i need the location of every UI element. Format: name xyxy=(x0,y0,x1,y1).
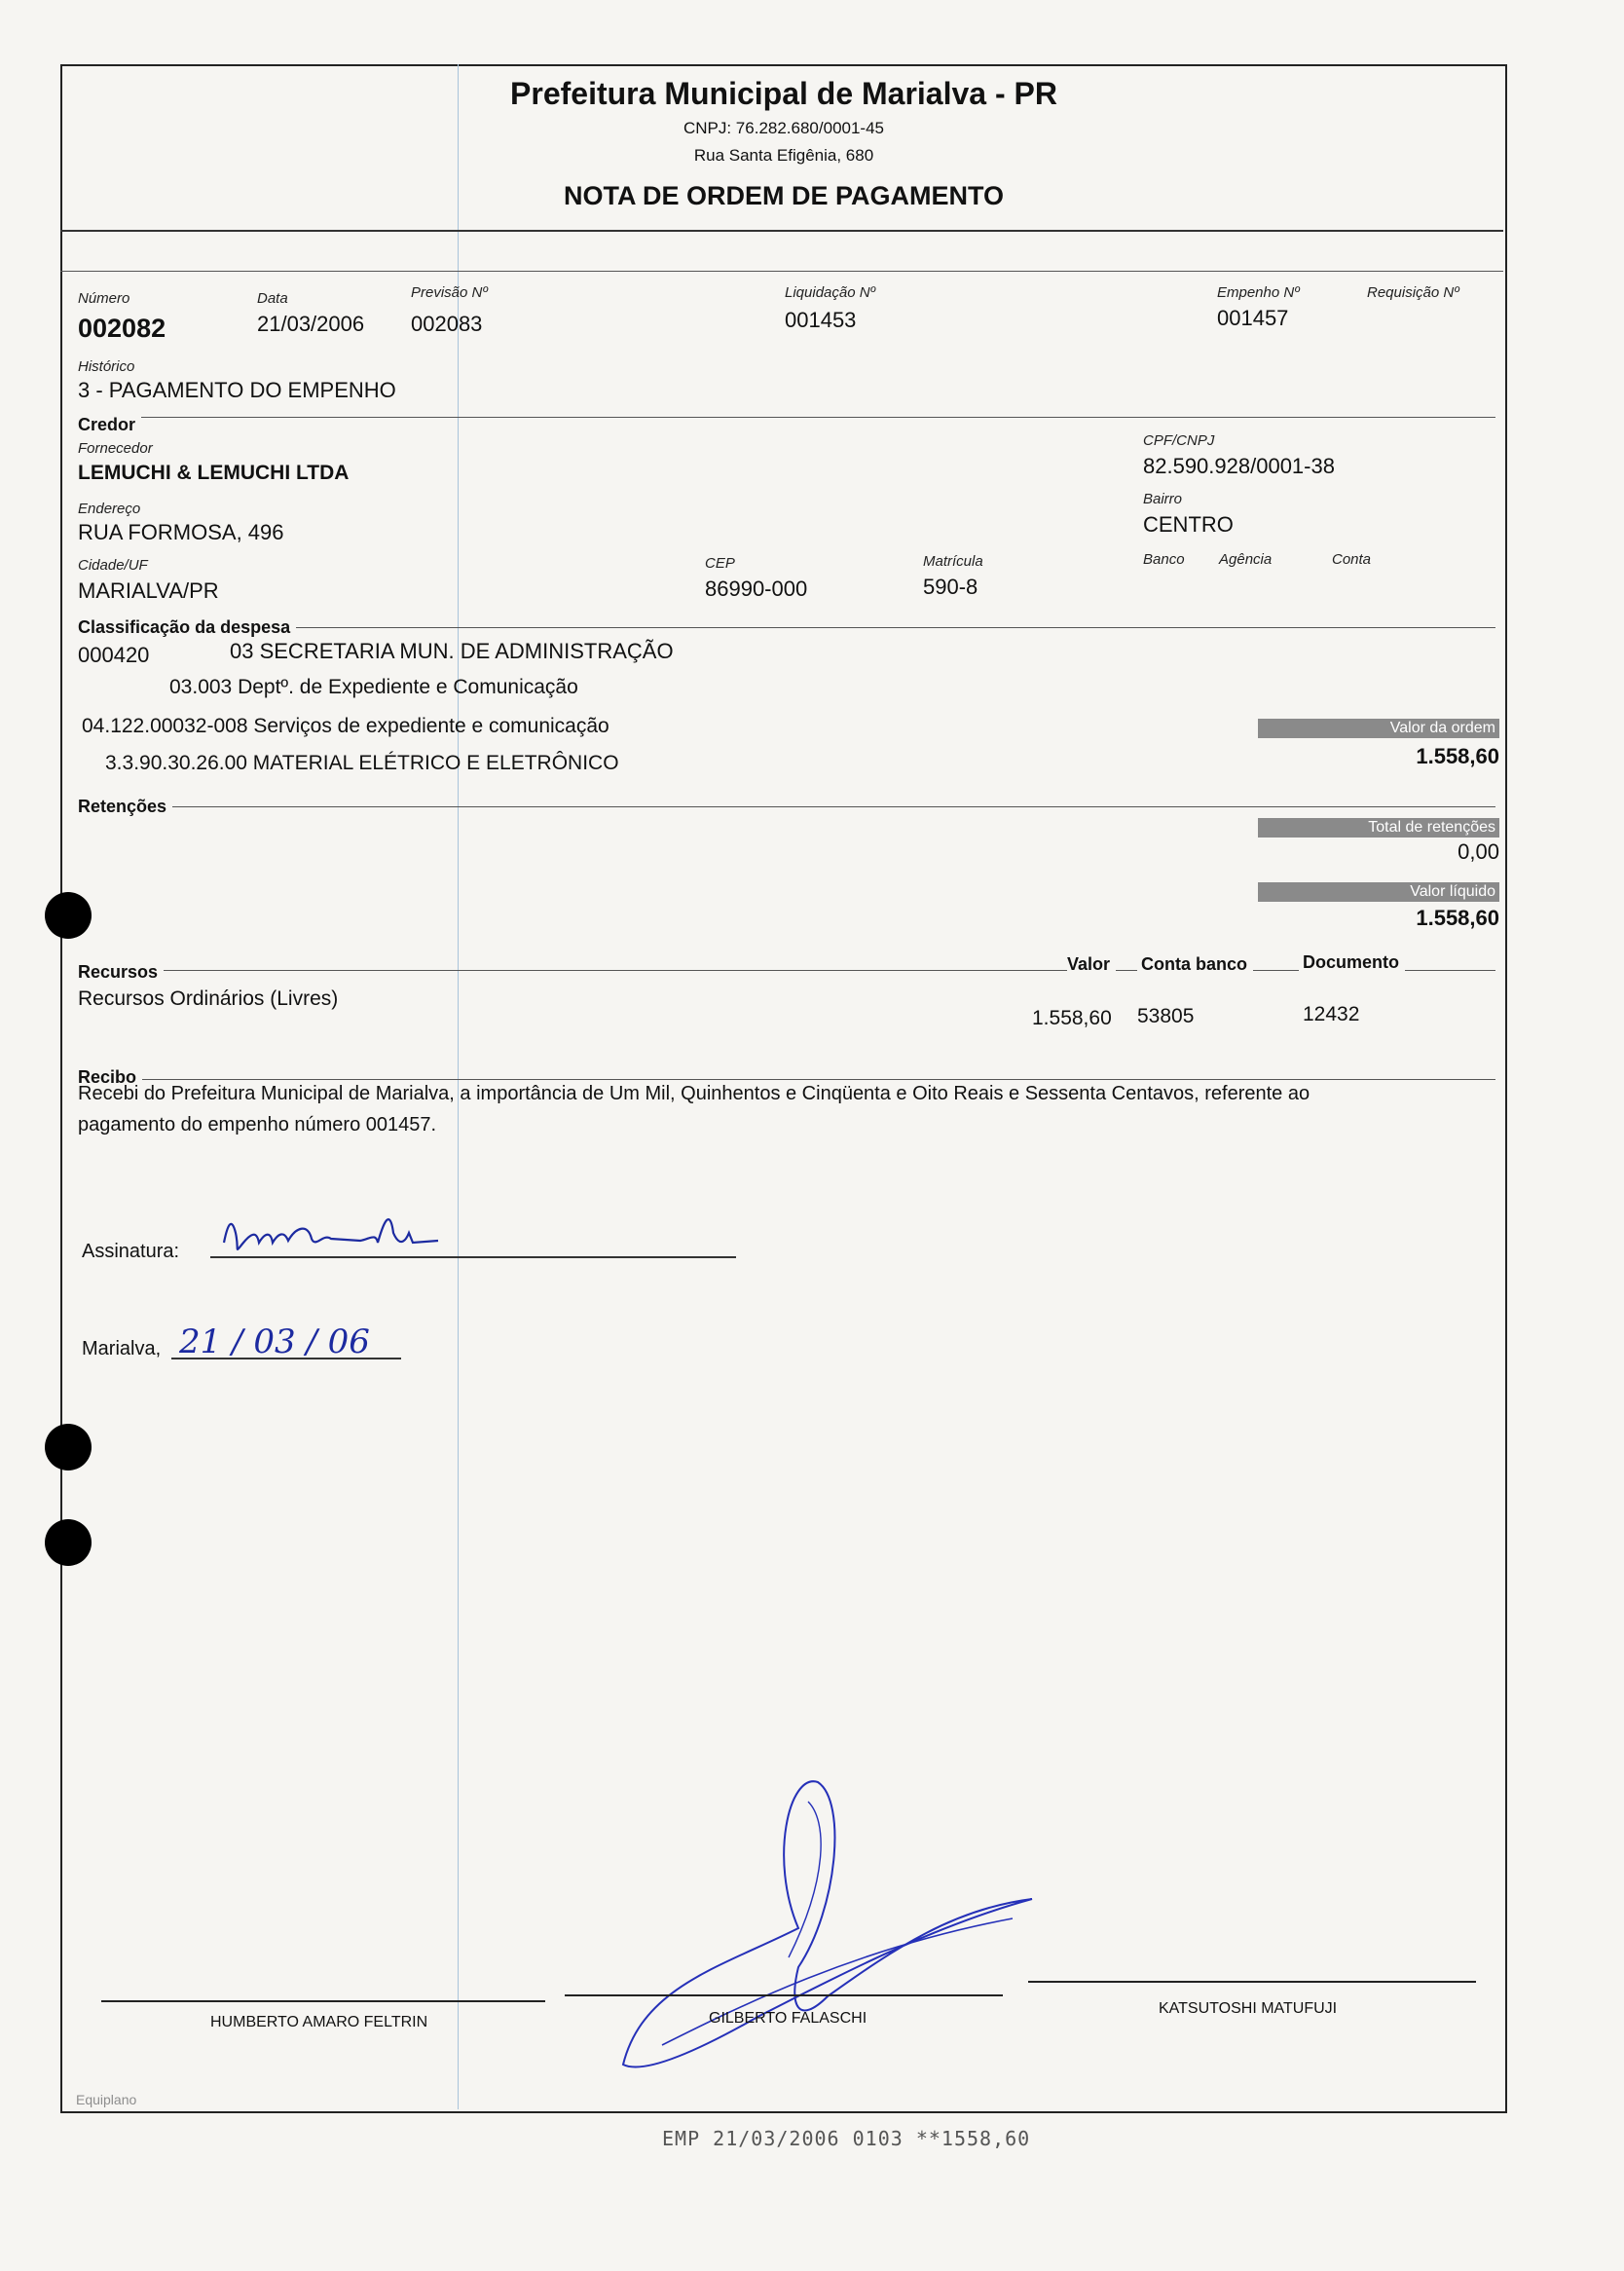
numero-value: 002082 xyxy=(78,314,166,343)
classificacao-line1: 03 SECRETARIA MUN. DE ADMINISTRAÇÃO xyxy=(230,639,674,663)
cpf-value: 82.590.928/0001-38 xyxy=(1143,454,1335,478)
liquido-value: 1.558,60 xyxy=(1416,906,1499,930)
cidade-value: MARIALVA/PR xyxy=(78,578,219,603)
retencoes-section-title: Retenções xyxy=(78,797,172,817)
handwritten-date: 21 / 03 / 06 xyxy=(179,1322,370,1361)
cep-value: 86990-000 xyxy=(705,577,808,601)
punch-hole-mark xyxy=(45,1519,92,1566)
retencoes-value: 0,00 xyxy=(1458,839,1499,864)
official-signature xyxy=(604,1763,1052,2084)
empenho-label: Empenho Nº xyxy=(1217,284,1300,301)
recursos-conta: 53805 xyxy=(1137,1005,1195,1027)
liquidacao-value: 001453 xyxy=(785,308,857,332)
empenho-value: 001457 xyxy=(1217,306,1289,330)
liquido-label: Valor líquido xyxy=(1258,882,1499,902)
cnpj-text: CNPJ: 76.282.680/0001-45 xyxy=(683,119,885,137)
matricula-label: Matrícula xyxy=(923,553,983,570)
previsao-label: Previsão Nº xyxy=(411,284,488,301)
classificacao-section-title: Classificação da despesa xyxy=(78,617,296,638)
credor-section-title: Credor xyxy=(78,415,141,435)
fornecedor-value: LEMUCHI & LEMUCHI LTDA xyxy=(78,462,350,484)
recibo-section-title: Recibo xyxy=(78,1067,142,1088)
signatory-1: HUMBERTO AMARO FELTRIN xyxy=(210,2014,428,2030)
document-title: NOTA DE ORDEM DE PAGAMENTO xyxy=(563,181,1004,210)
signatory-3: KATSUTOSHI MATUFUJI xyxy=(1159,2000,1338,2017)
bank-stamp: EMP 21/03/2006 0103 **1558,60 xyxy=(662,2127,1031,2150)
recibo-rule xyxy=(78,1079,1495,1080)
header-divider xyxy=(60,230,1503,232)
signature-line-3 xyxy=(1028,1981,1476,1983)
signature-line-2 xyxy=(565,1994,1003,1996)
bairro-value: CENTRO xyxy=(1143,512,1234,537)
punch-hole-mark xyxy=(45,892,92,939)
classificacao-code: 000420 xyxy=(78,643,150,667)
recursos-valor-header: Valor xyxy=(1067,954,1116,975)
address-text: Rua Santa Efigênia, 680 xyxy=(693,146,874,165)
conta-label: Conta xyxy=(1332,551,1372,568)
retencoes-label: Total de retenções xyxy=(1258,818,1499,838)
signatory-2: GILBERTO FALASCHI xyxy=(709,2010,867,2027)
local-label: Marialva, xyxy=(82,1338,162,1359)
data-value: 21/03/2006 xyxy=(257,312,365,336)
header-divider-2 xyxy=(60,271,1503,272)
recursos-valor: 1.558,60 xyxy=(1032,1007,1112,1029)
cpf-label: CPF/CNPJ xyxy=(1143,432,1215,449)
signature-line-1 xyxy=(101,2000,545,2002)
recursos-documento: 12432 xyxy=(1303,1003,1360,1025)
liquidacao-label: Liquidação Nº xyxy=(785,284,876,301)
credor-rule xyxy=(78,417,1495,418)
endereco-label: Endereço xyxy=(78,501,141,517)
cep-label: CEP xyxy=(705,555,735,572)
recursos-conta-header: Conta banco xyxy=(1137,954,1253,975)
fornecedor-label: Fornecedor xyxy=(78,440,153,457)
bairro-label: Bairro xyxy=(1143,491,1183,507)
numero-label: Número xyxy=(78,290,130,307)
matricula-value: 590-8 xyxy=(923,575,978,599)
cidade-label: Cidade/UF xyxy=(78,557,148,574)
banco-label: Banco xyxy=(1143,551,1185,568)
retencoes-rule xyxy=(78,806,1495,807)
recursos-documento-header: Documento xyxy=(1299,952,1405,973)
punch-hole-mark xyxy=(45,1424,92,1471)
municipality-title: Prefeitura Municipal de Marialva - PR xyxy=(510,76,1057,111)
recursos-rule xyxy=(78,970,1495,971)
recibo-text-line1: Recebi do Prefeitura Municipal de Marialva, a importância de Um Mil, Quinhentos e Cinqüenta e Oito Reais e Sessenta Centavos, referente ao xyxy=(78,1083,1310,1104)
historico-value: 3 - PAGAMENTO DO EMPENHO xyxy=(78,378,396,402)
valor-ordem-label: Valor da ordem xyxy=(1258,719,1499,738)
classificacao-line2: 03.003 Deptº. de Expediente e Comunicação xyxy=(169,676,578,698)
software-credit: Equiplano xyxy=(76,2092,137,2107)
recursos-descricao: Recursos Ordinários (Livres) xyxy=(78,987,339,1010)
historico-label: Histórico xyxy=(78,358,135,375)
endereco-value: RUA FORMOSA, 496 xyxy=(78,520,284,544)
recibo-text-line2: pagamento do empenho número 001457. xyxy=(78,1114,437,1136)
classificacao-line3: 04.122.00032-008 Serviços de expediente e comunicação xyxy=(82,715,609,737)
requisicao-label: Requisição Nº xyxy=(1367,284,1459,301)
agencia-label: Agência xyxy=(1219,551,1273,568)
previsao-value: 002083 xyxy=(411,312,483,336)
recursos-section-title: Recursos xyxy=(78,962,164,983)
classificacao-line4: 3.3.90.30.26.00 MATERIAL ELÉTRICO E ELETRÔNICO xyxy=(105,752,619,774)
valor-ordem-value: 1.558,60 xyxy=(1416,744,1499,768)
assinatura-label: Assinatura: xyxy=(82,1241,180,1262)
recipient-signature xyxy=(214,1204,467,1266)
data-label: Data xyxy=(257,290,288,307)
